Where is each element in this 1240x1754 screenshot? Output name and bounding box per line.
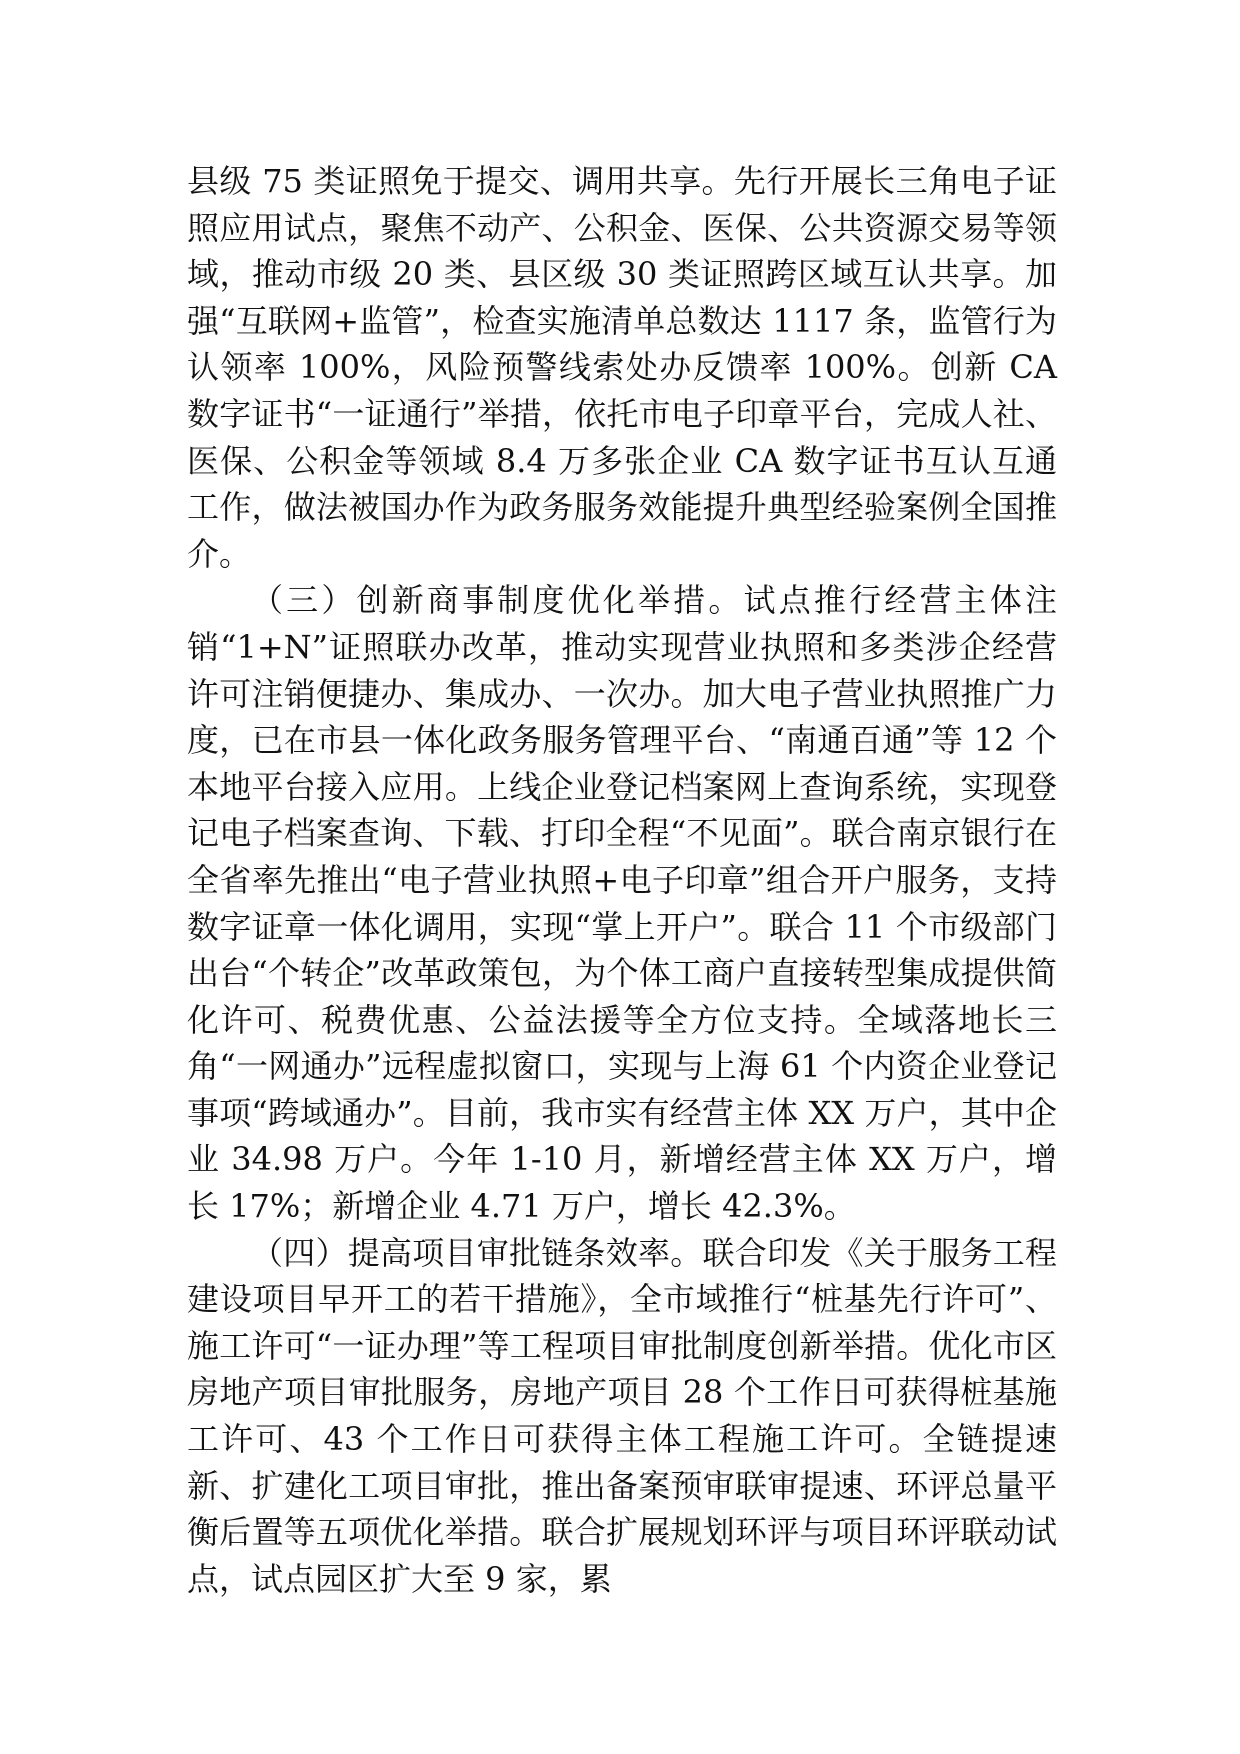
paragraph-section-four: （四）提高项目审批链条效率。联合印发《关于服务工程建设项目早开工的若干措施》，全市域推行“桩基先行许可”、施工许可“一证办理”等工程项目审批制度创新举措。优化市区房地产项目审批服务，房地产项目 28 个工作日可获得桩基施工许可、43 个工作日可获得主体工程施工许可。全链提速新、扩建化工项目审批，推出备案预审联审提速、环评总量平衡后置等五项优化举措。联合扩展规划环评与项目环评联动试点，试点园区扩大至 9 家，累: [187, 1233, 1057, 1598]
document-page: [187, 158, 1057, 1602]
paragraph-section-three: （三）创新商事制度优化举措。试点推行经营主体注销“1+N”证照联办改革，推动实现营业执照和多类涉企经营许可注销便捷办、集成办、一次办。加大电子营业执照推广力度，已在市县一体化政务服务管理平台、“南通百通”等 12 个本地平台接入应用。上线企业登记档案网上查询系统，实现登记电子档案查询、下载、打印全程“不见面”。联合南京银行在全省率先推出“电子营业执照+电子印章”组合开户服务，支持数字证章一体化调用，实现“掌上开户”。联合 11 个市级部门出台“个转企”改革政策包，为个体工商户直接转型集成提供简化许可、税费优惠、公益法援等全方位支持。全域落地长三角“一网通办”远程虚拟窗口，实现与上海 61 个内资企业登记事项“跨域通办”。目前，我市实有经营主体 XX 万户，其中企业 34.98 万户。今年 1-10 月，新增经营主体 XX 万户，增长 17%；新增企业 4.71 万户，增长 42.3%。: [187, 581, 1057, 1226]
paragraph-continuation: 县级 75 类证照免于提交、调用共享。先行开展长三角电子证照应用试点，聚焦不动产、公积金、医保、公共资源交易等领域，推动市级 20 类、县区级 30 类证照跨区域互认共享。加强“互联网+监管”，检查实施清单总数达 1117 条，监管行为认领率 100%，风险预警线索处办反馈率 100%。创新 CA 数字证书“一证通行”举措，依托市电子印章平台，完成人社、医保、公积金等领域 8.4 万多张企业 CA 数字证书互认互通工作，做法被国办作为政务服务效能提升典型经验案例全国推介。: [187, 162, 1057, 573]
